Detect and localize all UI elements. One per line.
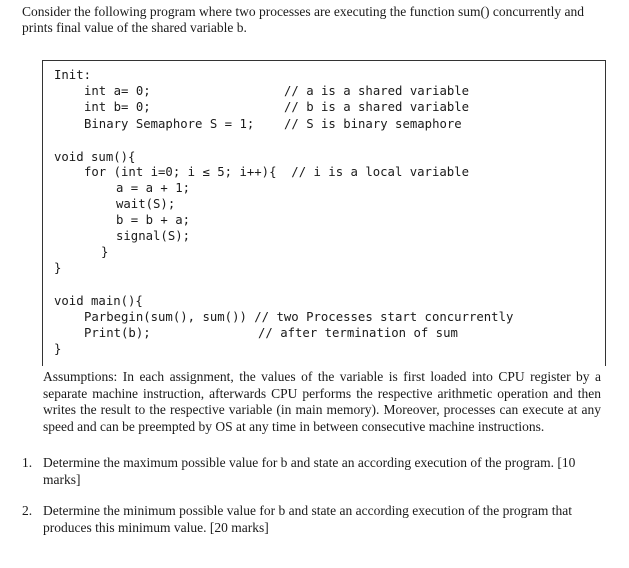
code-b-add: b = b + a; <box>116 213 191 227</box>
question-2-number: 2. <box>22 503 33 518</box>
code-init-s-comment: // S is binary semaphore <box>284 117 462 131</box>
assumptions-paragraph: Assumptions: In each assignment, the values of the variable is first loaded into CPU register by a separate machine instruction, afterwards CPU performs the respective arithmetic operation and then writes the result to the respective variable (in main memory). Moreover, processes can execute at any speed and can be preempted by OS at any time in between consecutive machine instructions. <box>43 369 601 434</box>
code-init-a-comment: // a is a shared variable <box>284 84 470 98</box>
code-sum-close: } <box>54 261 62 275</box>
code-main-close: } <box>54 342 62 356</box>
code-a-increment: a = a + 1; <box>116 181 191 195</box>
code-print-comment: // after termination of sum <box>258 326 458 340</box>
code-print: Print(b); <box>84 326 151 340</box>
question-2 <box>22 503 602 536</box>
code-init-a: int a= 0; <box>84 84 151 98</box>
question-1-text: Determine the maximum possible value for b and state an according execution of the program. [10 marks] <box>43 455 576 487</box>
question-2-text: Determine the minimum possible value for b and state an according execution of the program that produces this minimum value. [20 marks] <box>43 503 572 535</box>
code-init-b: int b= 0; <box>84 100 151 114</box>
code-for-loop: for (int i=0; i ≤ 5; i++){ // i is a local variable <box>84 165 469 179</box>
code-main-signature: void main(){ <box>54 294 143 308</box>
code-wait: wait(S); <box>116 197 176 211</box>
code-signal: signal(S); <box>116 229 191 243</box>
code-loop-close: } <box>101 245 109 259</box>
code-init-b-comment: // b is a shared variable <box>284 100 470 114</box>
question-1 <box>22 455 602 488</box>
code-init-label: Init: <box>54 68 92 82</box>
question-1-number: 1. <box>22 455 33 470</box>
code-block <box>42 60 606 366</box>
problem-intro: Consider the following program where two processes are executing the function sum() concurrently and prints final value of the shared variable b. <box>22 4 584 35</box>
code-init-s: Binary Semaphore S = 1; <box>84 117 255 131</box>
code-parbegin: Parbegin(sum(), sum()) // two Processes start concurrently <box>84 310 514 324</box>
code-sum-signature: void sum(){ <box>54 150 136 164</box>
